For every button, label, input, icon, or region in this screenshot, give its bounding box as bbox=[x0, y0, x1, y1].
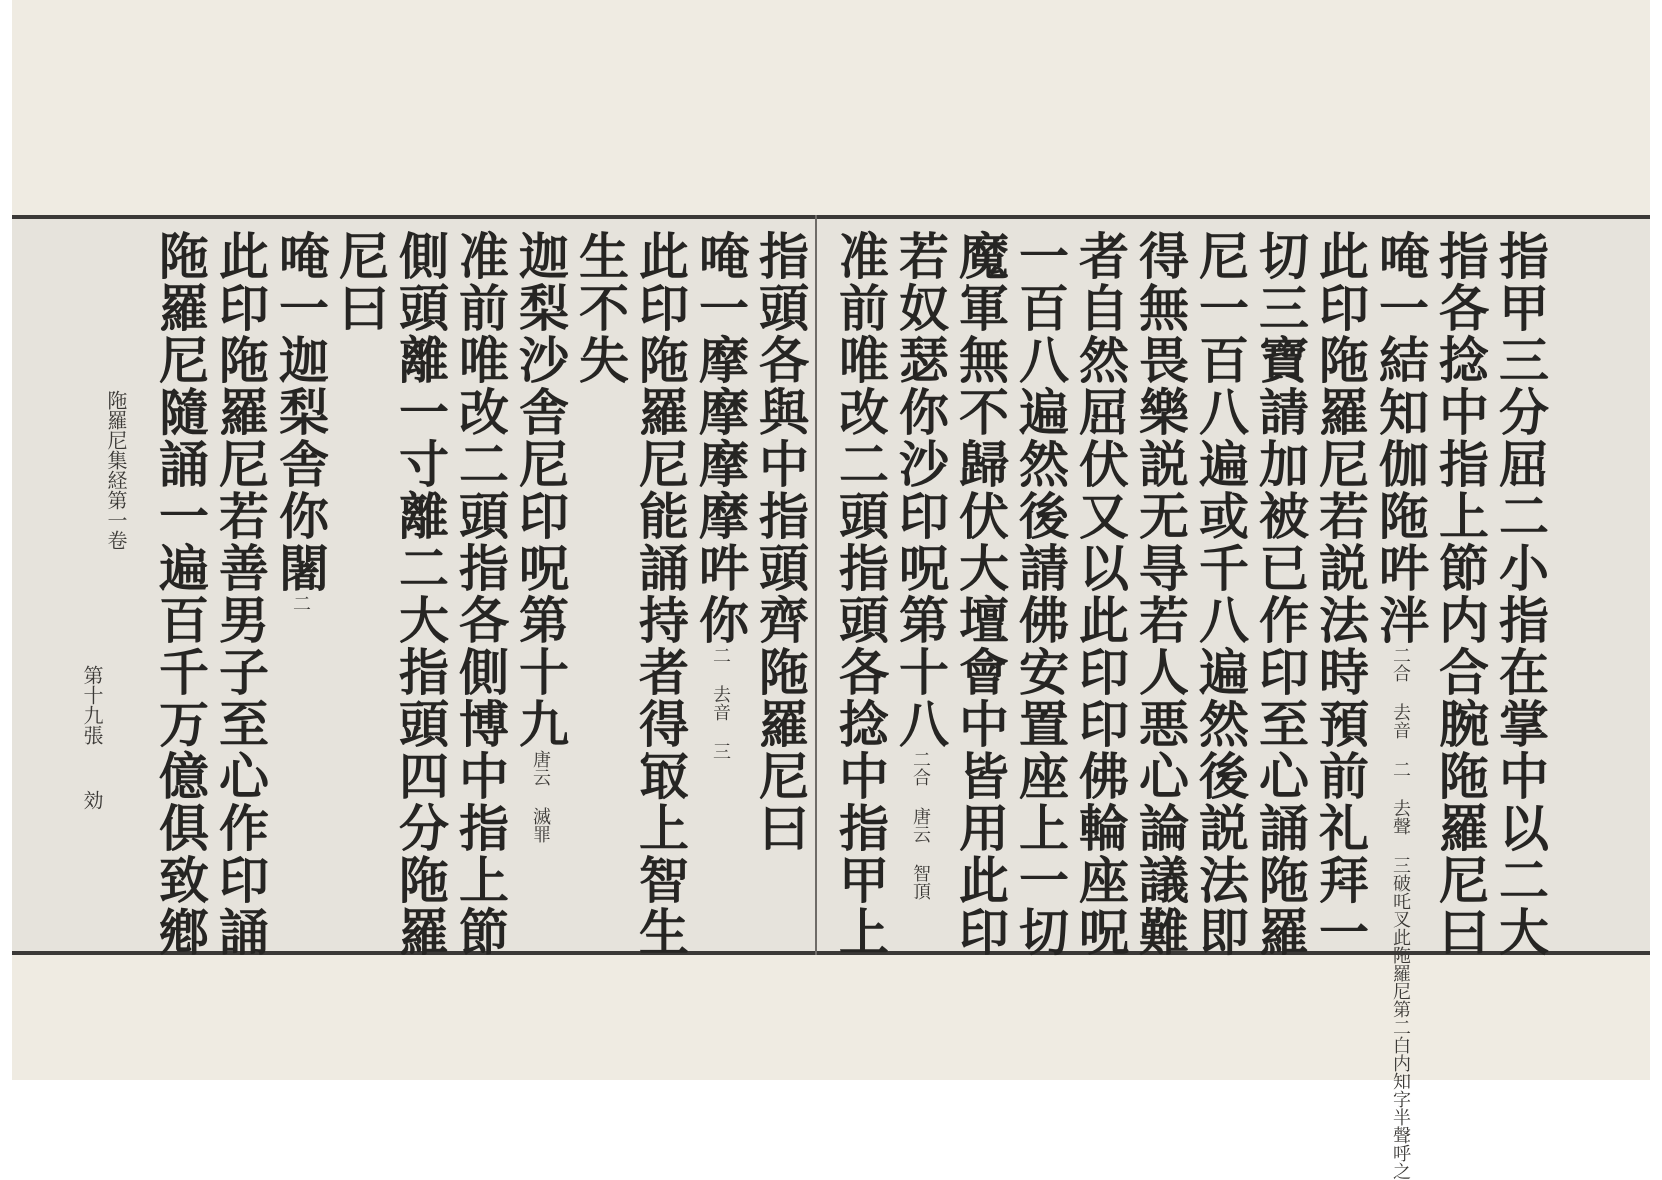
center-fold-line bbox=[815, 215, 817, 955]
text-column: 此印陁羅尼若善男子至心作印誦 bbox=[211, 230, 270, 958]
interlinear-note: 二 去音 三 bbox=[710, 646, 731, 760]
block-mark: 効 bbox=[80, 790, 104, 810]
text-column: 生不失 bbox=[571, 230, 630, 386]
text-column: 魔軍無不歸伏大壇會中皆用此印 bbox=[951, 230, 1010, 958]
text-column: 准前唯改二頭指頭各捻中指甲上 bbox=[831, 230, 890, 958]
text-column: 得無畏樂説无㝵若人悪心論議難 bbox=[1131, 230, 1190, 958]
text-column: 指各捻中指上節内合腕陁羅尼曰 bbox=[1431, 230, 1490, 958]
text-column: 尼曰 bbox=[331, 230, 390, 334]
text-column: 一百八遍然後請佛安置座上一切 bbox=[1011, 230, 1070, 958]
interlinear-note: 二 bbox=[290, 594, 311, 612]
text-column: 尼一百八遍或千八遍然後説法即 bbox=[1191, 230, 1250, 958]
text-column: 若奴瑟你沙印呪第十八二合 唐云 智頂 bbox=[891, 230, 950, 900]
text-column: 此印陁羅尼能誦持者得冣上智生 bbox=[631, 230, 690, 958]
text-column: 准前唯改二頭指各側博中指上節 bbox=[451, 230, 510, 958]
text-column: 此印陁羅尼若説法時預前礼拜一 bbox=[1311, 230, 1370, 958]
interlinear-note: 二合 唐云 智頂 bbox=[910, 750, 931, 900]
text-column: 陁羅尼隨誦一遍百千万億俱致鄕 bbox=[151, 230, 210, 958]
text-column: 唵一結知伽陁吽泮二合 去音 二 去聲 三破吒叉此陁羅尼第二白内知字半聲呼之 bbox=[1371, 230, 1430, 1180]
margin-title: 陁羅尼集経第一卷 bbox=[104, 390, 128, 550]
text-column: 切三寶請加被已作印至心誦陁羅 bbox=[1251, 230, 1310, 958]
interlinear-note: 二合 去音 二 去聲 三破吒叉此陁羅尼第二白内知字半聲呼之 bbox=[1390, 646, 1411, 1180]
text-column: 者自然屈伏又以此印印佛輪座呪 bbox=[1071, 230, 1130, 958]
text-column: 唵一摩摩摩摩吽你二 去音 三 bbox=[691, 230, 750, 760]
interlinear-note: 唐云 滅罪 bbox=[530, 750, 551, 843]
text-column: 側頭離一寸離二大指頭四分陁羅 bbox=[391, 230, 450, 958]
text-column: 指甲三分屈二小指在掌中以二大 bbox=[1491, 230, 1550, 958]
text-column: 唵一迦梨舎你闍二 bbox=[271, 230, 330, 612]
text-column: 迦梨沙舎尼印呪第十九唐云 滅罪 bbox=[511, 230, 570, 843]
text-column: 指頭各與中指頭齊陁羅尼曰 bbox=[751, 230, 810, 854]
page-number: 第十九張 bbox=[80, 665, 104, 745]
